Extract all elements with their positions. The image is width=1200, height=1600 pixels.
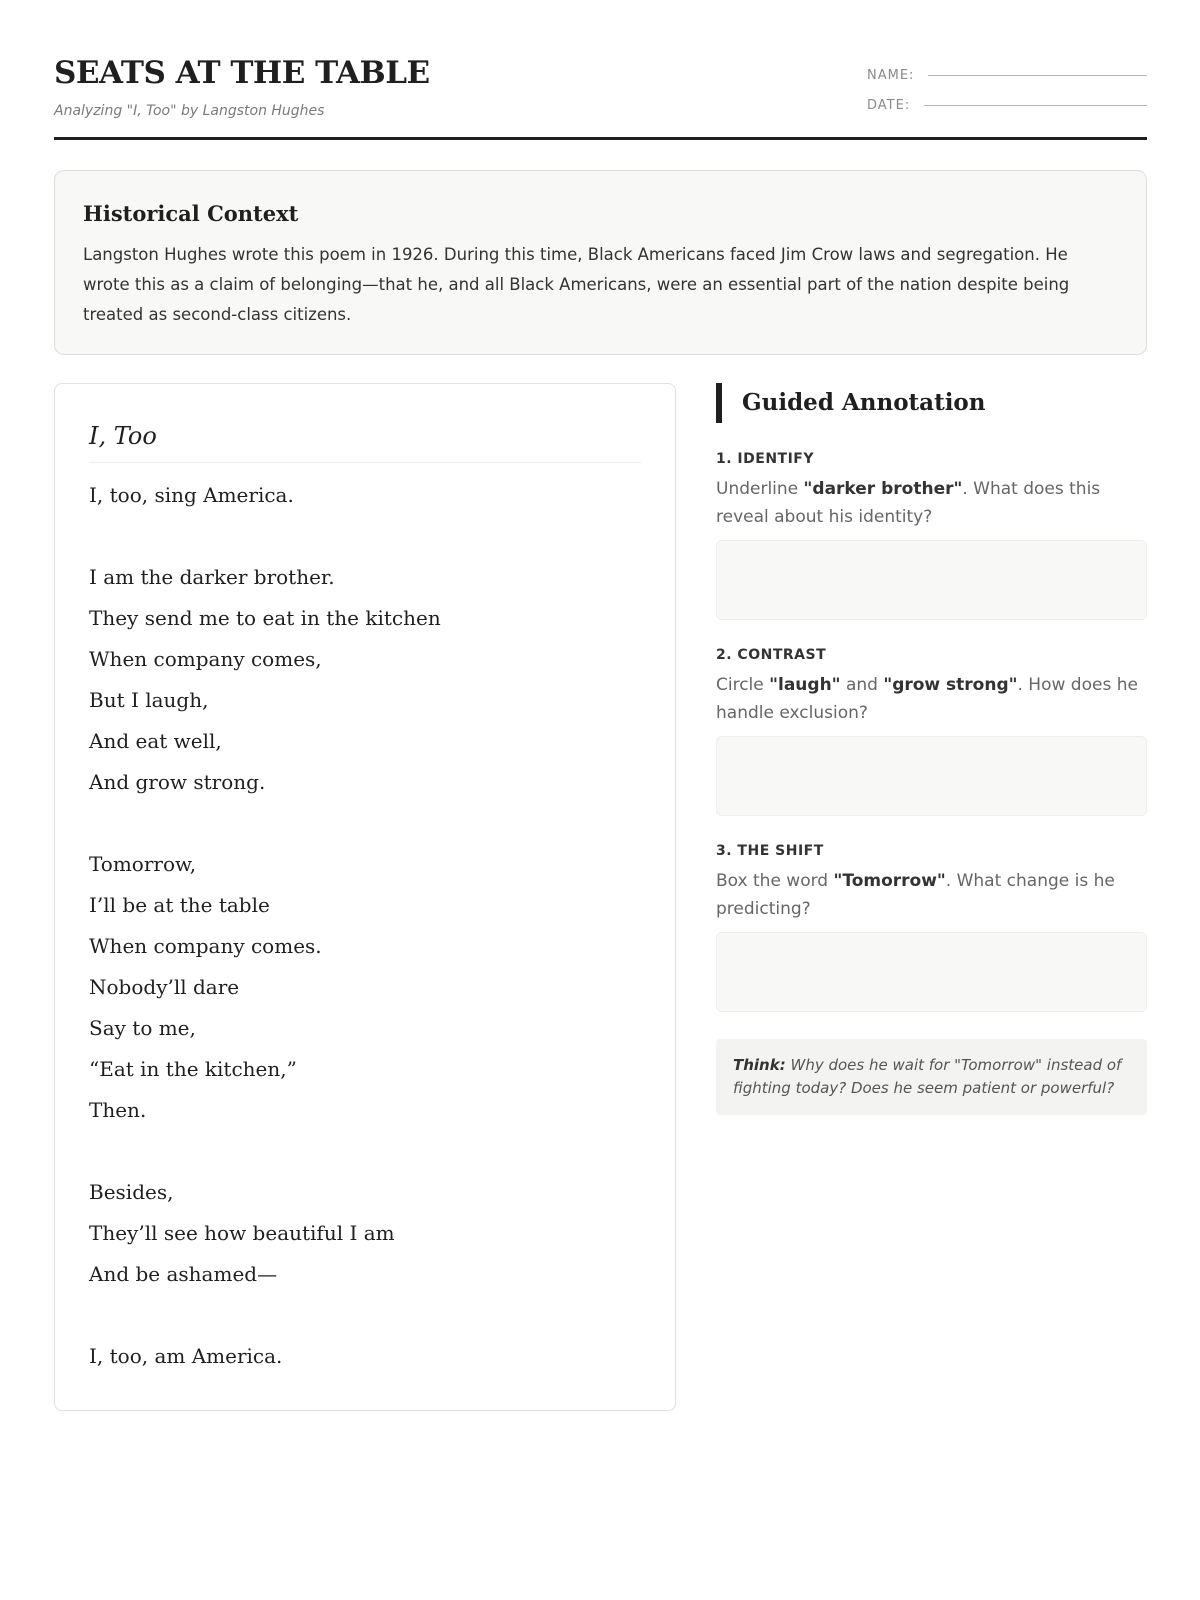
think-prompt [716,1039,1147,1115]
answer-box[interactable] [716,540,1147,620]
answer-box[interactable] [716,932,1147,1012]
name-row [867,54,1147,84]
worksheet-page [54,0,1147,1368]
poem-line: They’ll see how beautiful I am [89,1221,395,1245]
question-label: 1. IDENTIFY [716,451,815,467]
question-prompt: Box the word "Tomorrow". What change is he predicting? [716,871,1115,919]
poem-line: But I laugh, [89,688,209,712]
context-body: Langston Hughes wrote this poem in 1926. During this time, Black Americans faced Jim Crow laws and segregation. He wrote this as a claim of belonging—that he, and all Black Americans, were an essential part of the nation despite being treated as second-class citizens. [83,245,1070,324]
poem-card [54,383,676,1411]
poem-line: I am the darker brother. [89,565,335,589]
think-text: Why does he wait for "Tomorrow" instead of fighting today? Does he seem patient or powerful? [733,1056,1122,1097]
question-label: 3. THE SHIFT [716,843,824,859]
date-label: DATE: [867,98,911,113]
poem-stanza [89,844,641,1131]
historical-context-box [54,170,1147,355]
poem-line: I, too, am America. [89,1344,283,1368]
name-label: NAME: [867,68,915,83]
poem-stanza [89,1172,641,1295]
question-contrast [716,645,1147,816]
think-label: Think: [733,1056,786,1074]
page-subtitle: Analyzing "I, Too" by Langston Hughes [54,103,325,119]
context-heading: Historical Context [83,201,299,226]
poem-line: When company comes. [89,934,322,958]
question-shift [716,841,1147,1012]
page-title: SEATS AT THE TABLE [54,55,430,91]
poem-line: I, too, sing America. [89,483,294,507]
poem-line: And grow strong. [89,770,266,794]
student-info [867,54,1147,114]
poem-line: Besides, [89,1180,174,1204]
poem-line: I’ll be at the table [89,893,270,917]
poem-line: And be ashamed— [89,1262,278,1286]
guided-annotation-heading: Guided Annotation [716,383,1147,423]
name-field[interactable] [928,75,1147,76]
guided-annotation-panel [716,383,1147,1115]
question-prompt: Underline "darker brother". What does this reveal about his identity? [716,479,1101,527]
poem-line: Then. [89,1098,147,1122]
question-label: 2. CONTRAST [716,647,827,663]
poem-line: Tomorrow, [89,852,197,876]
date-row [867,84,1147,114]
question-prompt: Circle "laugh" and "grow strong". How does he handle exclusion? [716,675,1138,723]
poem-line: Say to me, [89,1016,196,1040]
poem-stanza [89,475,641,516]
poem-stanza [89,557,641,803]
poem-line: When company comes, [89,647,322,671]
poem-line: Nobody’ll dare [89,975,240,999]
poem-line: “Eat in the kitchen,” [89,1057,297,1081]
poem-line: And eat well, [89,729,222,753]
poem-title: I, Too [89,422,641,463]
answer-box[interactable] [716,736,1147,816]
question-identify [716,449,1147,620]
poem-stanza [89,1336,641,1377]
poem-line: They send me to eat in the kitchen [89,606,441,630]
worksheet-header [54,0,1147,140]
date-field[interactable] [924,105,1147,106]
